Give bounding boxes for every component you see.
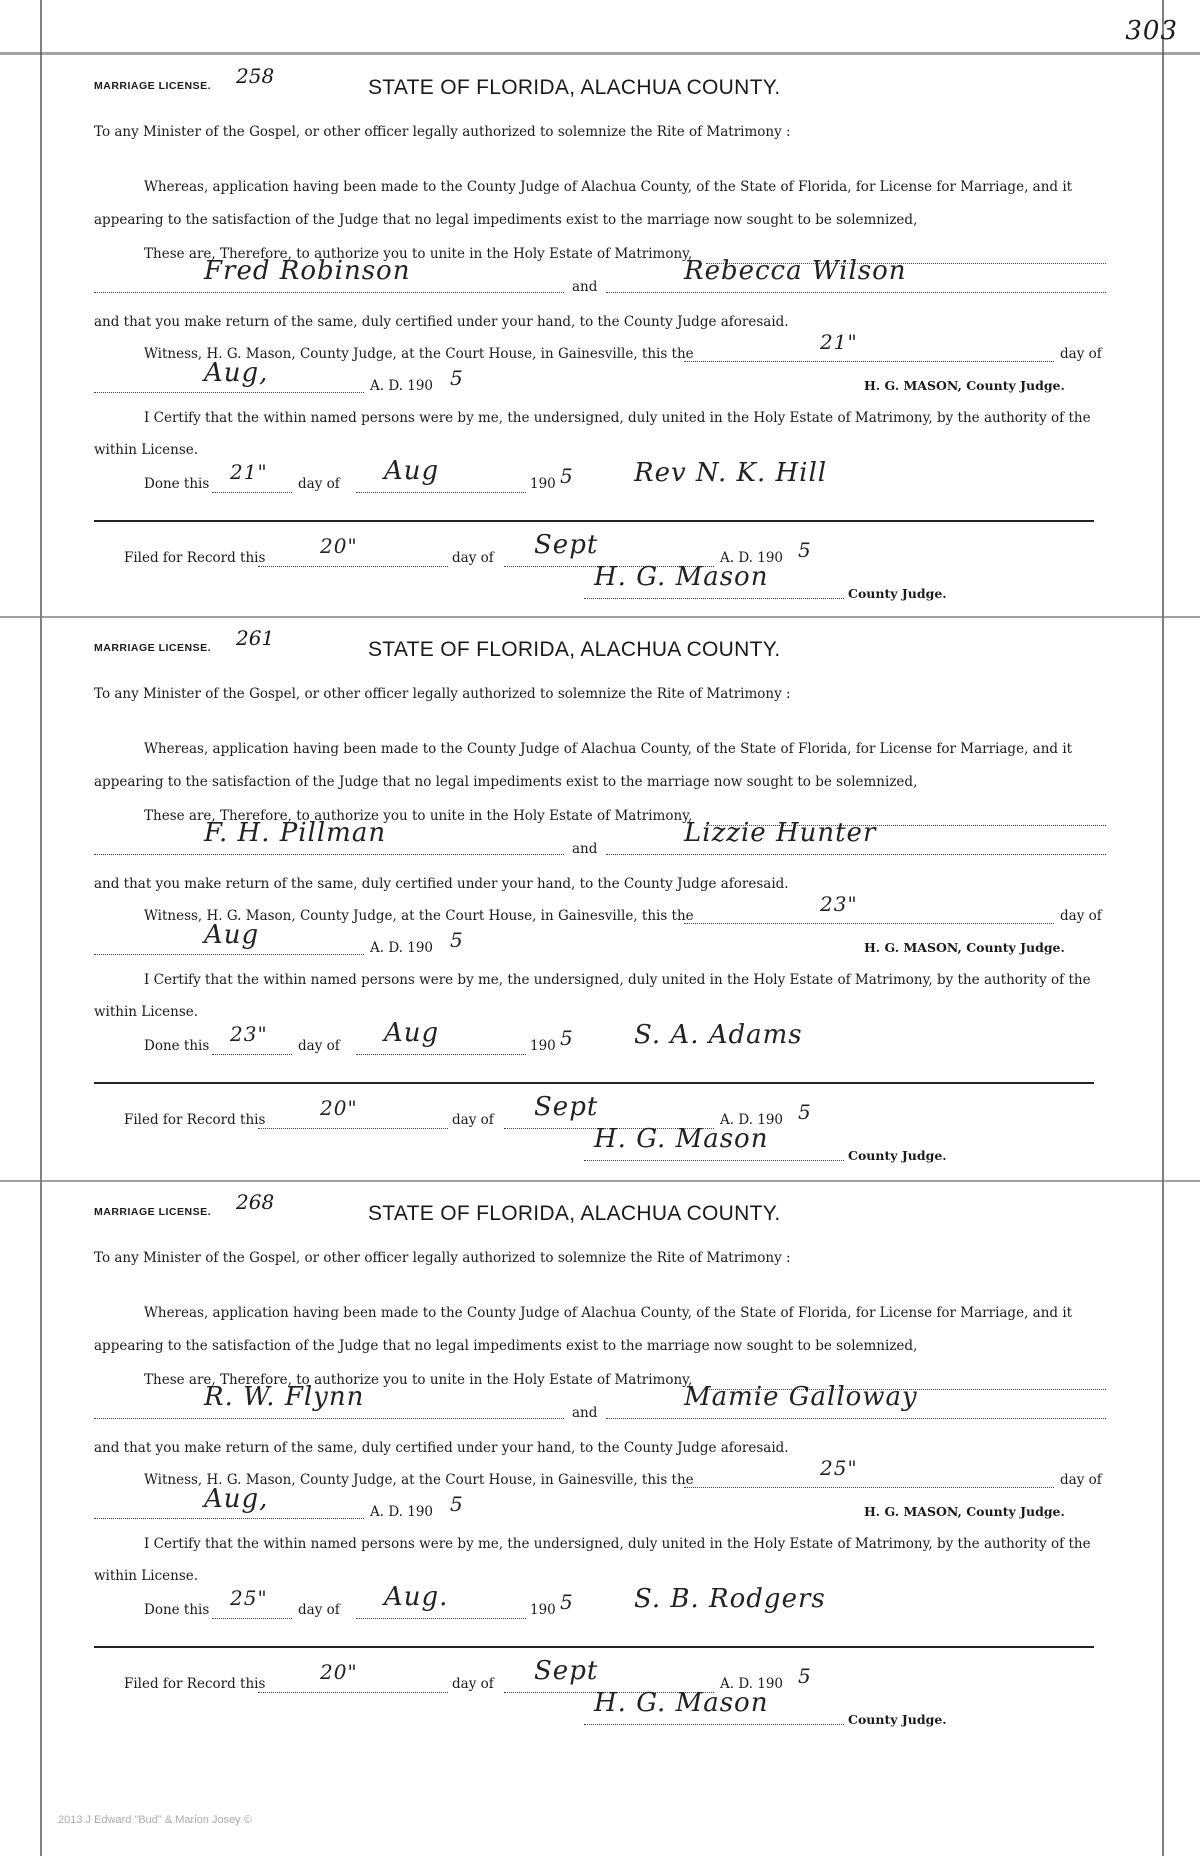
day-of-label: day of <box>452 550 494 566</box>
witness-day: 25" <box>820 1456 858 1480</box>
witness-day: 23" <box>820 892 858 916</box>
filed-day: 20" <box>320 534 358 558</box>
these-are-line: These are, Therefore, to authorize you to unite in the Holy Estate of Matrimony, <box>144 246 693 262</box>
to-minister-line: To any Minister of the Gospel, or other officer legally authorized to solemnize the Rite of Matrimony : <box>94 686 791 702</box>
judge-signature-line <box>584 598 844 599</box>
certify-line-1: I Certify that the within named persons were by me, the undersigned, duly united in the Holy Estate of Matrimony, by the authority of the <box>144 972 1091 988</box>
and-label: and <box>572 841 598 857</box>
filed-year: 5 <box>798 538 812 562</box>
bride-line <box>606 292 1106 293</box>
witness-month-line <box>94 392 364 393</box>
certify-line-2: within License. <box>94 1568 199 1584</box>
judge-signature: H. G. Mason <box>594 1124 769 1154</box>
ad-label: A. D. 190 <box>370 1504 434 1520</box>
marriage-certificate <box>94 1186 1114 1746</box>
filed-month: Sept <box>534 1092 599 1122</box>
ad-label: A. D. 190 <box>370 940 434 956</box>
done-month-line <box>356 1618 526 1619</box>
judge-signature-line <box>584 1724 844 1725</box>
license-label: MARRIAGE LICENSE. <box>94 1206 212 1218</box>
left-margin-rule <box>40 0 42 1856</box>
witness-month: Aug <box>204 920 260 950</box>
whereas-line-1: Whereas, application having been made to the County Judge of Alachua County, of the State of Florida, for License for Marriage, and it <box>144 741 1073 757</box>
filed-day-line <box>258 1692 448 1693</box>
filed-for-record-label: Filed for Record this <box>124 550 266 566</box>
groom-name: R. W. Flynn <box>204 1382 365 1412</box>
license-label: MARRIAGE LICENSE. <box>94 80 212 92</box>
witness-year: 5 <box>450 1492 464 1516</box>
return-line: and that you make return of the same, duly certified under your hand, to the County Judge aforesaid. <box>94 876 789 892</box>
done-month: Aug <box>384 1018 440 1048</box>
whereas-line-2: appearing to the satisfaction of the Judge that no legal impediments exist to the marriage now sought to be solemnized, <box>94 212 918 228</box>
certify-line-1: I Certify that the within named persons were by me, the undersigned, duly united in the Holy Estate of Matrimony, by the authority of the <box>144 1536 1091 1552</box>
right-margin-rule <box>1162 0 1164 1856</box>
certificate-title: STATE OF FLORIDA, ALACHUA COUNTY. <box>368 638 781 661</box>
filed-month: Sept <box>534 1656 599 1686</box>
witness-day-line <box>684 923 1054 924</box>
bride-line <box>606 1418 1106 1419</box>
and-label: and <box>572 1405 598 1421</box>
done-day: 23" <box>230 1022 268 1046</box>
witness-line: Witness, H. G. Mason, County Judge, at the Court House, in Gainesville, this the <box>144 908 694 924</box>
day-of-label: day of <box>452 1112 494 1128</box>
judge-signature-line <box>584 1160 844 1161</box>
return-line: and that you make return of the same, duly certified under your hand, to the County Judge aforesaid. <box>94 314 789 330</box>
license-number: 258 <box>236 64 275 88</box>
done-year: 5 <box>560 1590 574 1614</box>
done-year: 5 <box>560 1026 574 1050</box>
judge-signature: H. G. Mason <box>594 562 769 592</box>
witness-month: Aug, <box>204 1484 269 1514</box>
ad-label: A. D. 190 <box>370 378 434 394</box>
whereas-line-2: appearing to the satisfaction of the Judge that no legal impediments exist to the marriage now sought to be solemnized, <box>94 1338 918 1354</box>
witness-month-line <box>94 1518 364 1519</box>
officiant-signature: Rev N. K. Hill <box>634 458 828 488</box>
filed-for-record-label: Filed for Record this <box>124 1112 266 1128</box>
witness-month-line <box>94 954 364 955</box>
witness-day-line <box>684 361 1054 362</box>
done-day: 25" <box>230 1586 268 1610</box>
and-label: and <box>572 279 598 295</box>
filed-year: 5 <box>798 1664 812 1688</box>
county-judge-label: County Judge. <box>848 1712 947 1727</box>
certificate-title: STATE OF FLORIDA, ALACHUA COUNTY. <box>368 76 781 99</box>
done-this-label: Done this <box>144 476 210 492</box>
day-of-label: day of <box>298 1602 340 1618</box>
done-this-label: Done this <box>144 1038 210 1054</box>
done-month: Aug. <box>384 1582 449 1612</box>
officiant-signature: S. A. Adams <box>634 1020 803 1050</box>
to-minister-line: To any Minister of the Gospel, or other officer legally authorized to solemnize the Rite of Matrimony : <box>94 1250 791 1266</box>
copyright-footer: 2013 J Edward "Bud" & Marion Josey © <box>58 1814 252 1826</box>
filed-year: 5 <box>798 1100 812 1124</box>
filed-ad-label: A. D. 190 <box>720 1676 784 1692</box>
certify-line-1: I Certify that the within named persons were by me, the undersigned, duly united in the Holy Estate of Matrimony, by the authority of the <box>144 410 1091 426</box>
year-label: 190 <box>530 1602 556 1618</box>
groom-name: F. H. Pillman <box>204 818 387 848</box>
judge-name: H. G. MASON, County Judge. <box>864 1504 1065 1519</box>
filed-for-record-label: Filed for Record this <box>124 1676 266 1692</box>
witness-line: Witness, H. G. Mason, County Judge, at the Court House, in Gainesville, this the <box>144 346 694 362</box>
to-minister-line: To any Minister of the Gospel, or other officer legally authorized to solemnize the Rite of Matrimony : <box>94 124 791 140</box>
done-this-label: Done this <box>144 1602 210 1618</box>
year-label: 190 <box>530 1038 556 1054</box>
filed-day-line <box>258 1128 448 1129</box>
witness-year: 5 <box>450 928 464 952</box>
judge-signature: H. G. Mason <box>594 1688 769 1718</box>
done-month-line <box>356 1054 526 1055</box>
license-number: 261 <box>236 626 275 650</box>
groom-name: Fred Robinson <box>204 256 411 286</box>
done-day-line <box>212 1054 292 1055</box>
filed-ad-label: A. D. 190 <box>720 550 784 566</box>
witness-year: 5 <box>450 366 464 390</box>
bride-name: Mamie Galloway <box>684 1382 918 1412</box>
filing-separator <box>94 1646 1094 1648</box>
done-month: Aug <box>384 456 440 486</box>
day-of-label: day of <box>1060 1472 1102 1488</box>
bride-name: Lizzie Hunter <box>684 818 877 848</box>
filed-ad-label: A. D. 190 <box>720 1112 784 1128</box>
witness-day: 21" <box>820 330 858 354</box>
done-day-line <box>212 1618 292 1619</box>
license-number: 268 <box>236 1190 275 1214</box>
day-of-label: day of <box>298 476 340 492</box>
whereas-line-1: Whereas, application having been made to the County Judge of Alachua County, of the State of Florida, for License for Marriage, and it <box>144 1305 1073 1321</box>
groom-line <box>94 854 564 855</box>
day-of-label: day of <box>298 1038 340 1054</box>
marriage-certificate <box>94 622 1114 1182</box>
certify-line-2: within License. <box>94 1004 199 1020</box>
filed-day: 20" <box>320 1660 358 1684</box>
done-year: 5 <box>560 464 574 488</box>
page-number: 303 <box>1125 16 1178 46</box>
filed-day: 20" <box>320 1096 358 1120</box>
filed-day-line <box>258 566 448 567</box>
whereas-line-2: appearing to the satisfaction of the Judge that no legal impediments exist to the marriage now sought to be solemnized, <box>94 774 918 790</box>
judge-name: H. G. MASON, County Judge. <box>864 378 1065 393</box>
groom-line <box>94 1418 564 1419</box>
officiant-signature: S. B. Rodgers <box>634 1584 826 1614</box>
these-are-line: These are, Therefore, to authorize you to unite in the Holy Estate of Matrimony, <box>144 808 693 824</box>
year-label: 190 <box>530 476 556 492</box>
witness-month: Aug, <box>204 358 269 388</box>
certificate-title: STATE OF FLORIDA, ALACHUA COUNTY. <box>368 1202 781 1225</box>
done-day-line <box>212 492 292 493</box>
done-day: 21" <box>230 460 268 484</box>
license-label: MARRIAGE LICENSE. <box>94 642 212 654</box>
return-line: and that you make return of the same, duly certified under your hand, to the County Judge aforesaid. <box>94 1440 789 1456</box>
county-judge-label: County Judge. <box>848 1148 947 1163</box>
bride-line <box>606 854 1106 855</box>
county-judge-label: County Judge. <box>848 586 947 601</box>
day-of-label: day of <box>452 1676 494 1692</box>
groom-line <box>94 292 564 293</box>
filed-month: Sept <box>534 530 599 560</box>
whereas-line-1: Whereas, application having been made to the County Judge of Alachua County, of the State of Florida, for License for Marriage, and it <box>144 179 1073 195</box>
day-of-label: day of <box>1060 346 1102 362</box>
marriage-certificate <box>94 60 1114 620</box>
these-are-line: These are, Therefore, to authorize you to unite in the Holy Estate of Matrimony, <box>144 1372 693 1388</box>
day-of-label: day of <box>1060 908 1102 924</box>
filing-separator <box>94 1082 1094 1084</box>
witness-line: Witness, H. G. Mason, County Judge, at the Court House, in Gainesville, this the <box>144 1472 694 1488</box>
filing-separator <box>94 520 1094 522</box>
top-rule <box>0 52 1200 55</box>
certify-line-2: within License. <box>94 442 199 458</box>
bride-name: Rebecca Wilson <box>684 256 907 286</box>
done-month-line <box>356 492 526 493</box>
witness-day-line <box>684 1487 1054 1488</box>
judge-name: H. G. MASON, County Judge. <box>864 940 1065 955</box>
